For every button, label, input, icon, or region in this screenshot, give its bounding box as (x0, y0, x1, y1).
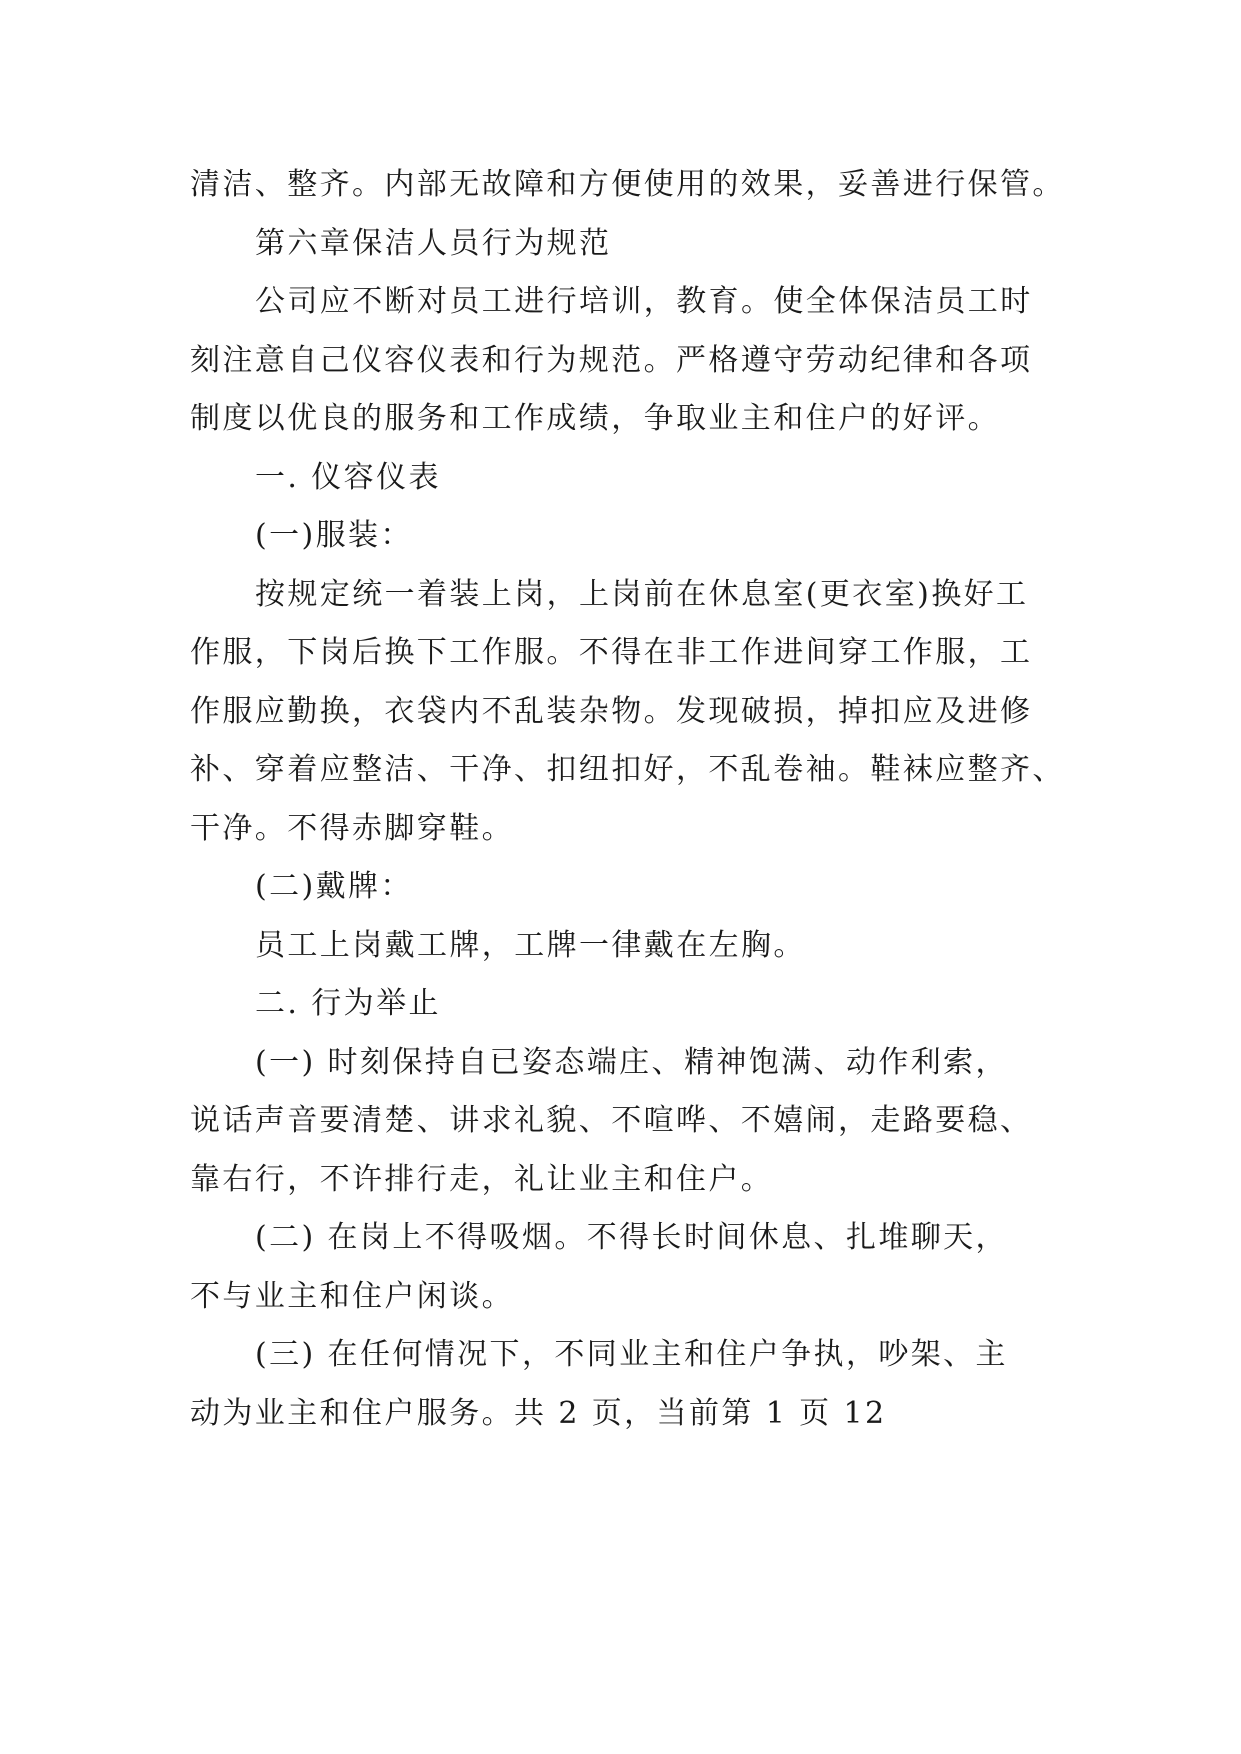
text-line: 刻注意自己仪容仪表和行为规范。严格遵守劳动纪律和各项 (190, 342, 1033, 378)
subsection-heading: (一)服装： (255, 518, 413, 553)
text-line: 按规定统一着装上岗，上岗前在休息室(更衣室)换好工 (255, 576, 1029, 612)
section-heading: 二. 行为举止 (255, 986, 441, 1021)
text-line: 干净。不得赤脚穿鞋。 (190, 810, 514, 846)
text-line: 制度以优良的服务和工作成绩，争取业主和住户的好评。 (190, 401, 1000, 436)
text-line: 补、穿着应整洁、干净、扣纽扣好，不乱卷袖。鞋袜应整齐、 (190, 752, 1065, 787)
document-body (190, 156, 1070, 1443)
text-line: 不与业主和住户闲谈。 (190, 1278, 514, 1314)
text-line-with-page-info: 动为业主和住户服务。共 2 页，当前第 1 页 12 (190, 1395, 887, 1431)
chapter-heading: 第六章保洁人员行为规范 (255, 225, 612, 261)
text-line: 员工上岗戴工牌，工牌一律戴在左胸。 (255, 927, 806, 963)
text-line: 作服应勤换，衣袋内不乱装杂物。发现破损，掉扣应及进修 (190, 693, 1033, 729)
text-line: (一) 时刻保持自已姿态端庄、精神饱满、动作利索， (255, 1044, 1008, 1080)
text-line: 公司应不断对员工进行培训，教育。使全体保洁员工时 (255, 284, 1033, 319)
text-line: 清洁、整齐。内部无故障和方便使用的效果，妥善进行保管。 (190, 167, 1065, 202)
text-line: 说话声音要清楚、讲求礼貌、不喧哗、不嬉闹，走路要稳、 (190, 1103, 1033, 1138)
text-line: 靠右行，不许排行走，礼让业主和住户。 (190, 1161, 774, 1197)
text-line: (三) 在任何情况下，不同业主和住户争执，吵架、主 (255, 1337, 1008, 1372)
subsection-heading: (二)戴牌： (255, 869, 413, 904)
section-heading: 一. 仪容仪表 (255, 459, 441, 495)
text-line: (二) 在岗上不得吸烟。不得长时间休息、扎堆聊天， (255, 1220, 1008, 1255)
text-line: 作服，下岗后换下工作服。不得在非工作进间穿工作服，工 (190, 635, 1033, 670)
